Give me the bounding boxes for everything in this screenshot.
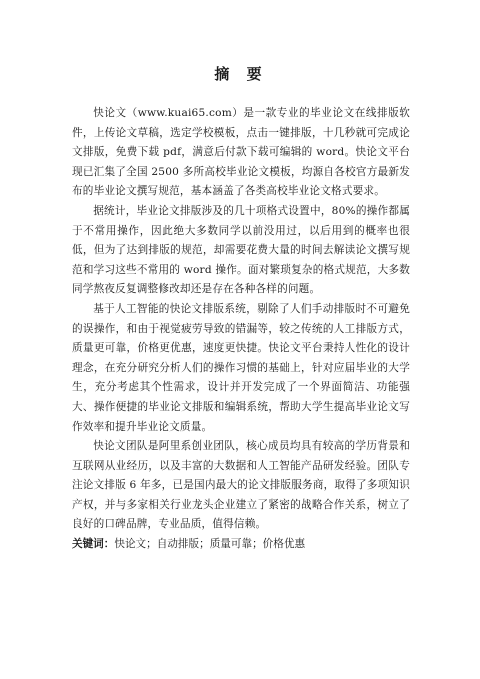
- keywords-text: 快论文；自动排版；质量可靠；价格优惠: [114, 538, 306, 551]
- abstract-paragraph-4: 快论文团队是阿里系创业团队，核心成员均具有较高的学历背景和互联网从业经历，以及丰富的大数据和人工智能产品研发经验。团队专注论文排版 6 年多，已是国内最大的论文排版服务商，取得了多项知识产权，并与多家相关行业龙头企业建立了紧密的战略合作关系，树立了良好的口碑品牌，专业品质，值得信赖。: [72, 440, 410, 531]
- keywords-label: 关键词：: [72, 538, 115, 551]
- abstract-title: 摘 要: [214, 65, 268, 83]
- abstract-paragraph-2: 据统计，毕业论文排版涉及的几十项格式设置中，80%的操作都属于不常用操作，因此绝大多数同学以前没用过，以后用到的概率也很低，但为了达到排版的规范，却需要花费大量的时间去解读论文撰写规范和学习这些不常用的 word 操作。面对繁琐复杂的格式规范，大多数同学熬夜反复调整修改却还是存在各种各样的问题。: [72, 204, 410, 296]
- keywords-line: [72, 535, 410, 555]
- abstract-paragraph-1: 快论文（www.kuai65.com）是一款专业的毕业论文在线排版软件，上传论文草稿，选定学校模板，点击一键排版，十几秒就可完成论文排版，免费下载 pdf，满意后付款下载可编辑的 word。快论文平台现已汇集了全国 2500 多所高校毕业论文模板，均源自各校官方最新发布的毕业论文撰写规范，基本涵盖了各类高校毕业论文格式要求。: [72, 107, 410, 198]
- abstract-paragraph-3: 基于人工智能的快论文排版系统，剔除了人们手动排版时不可避免的误操作，和由于视觉疲劳导致的错漏等，较之传统的人工排版方式，质量更可靠，价格更优惠，速度更快捷。快论文平台秉持人性化的设计理念，在充分研究分析人们的操作习惯的基础上，针对应届毕业的大学生，充分考虑其个性需求，设计并开发完成了一个界面简洁、功能强大、操作便捷的毕业论文排版和编辑系统，帮助大学生提高毕业论文写作效率和提升毕业论文质量。: [72, 302, 410, 433]
